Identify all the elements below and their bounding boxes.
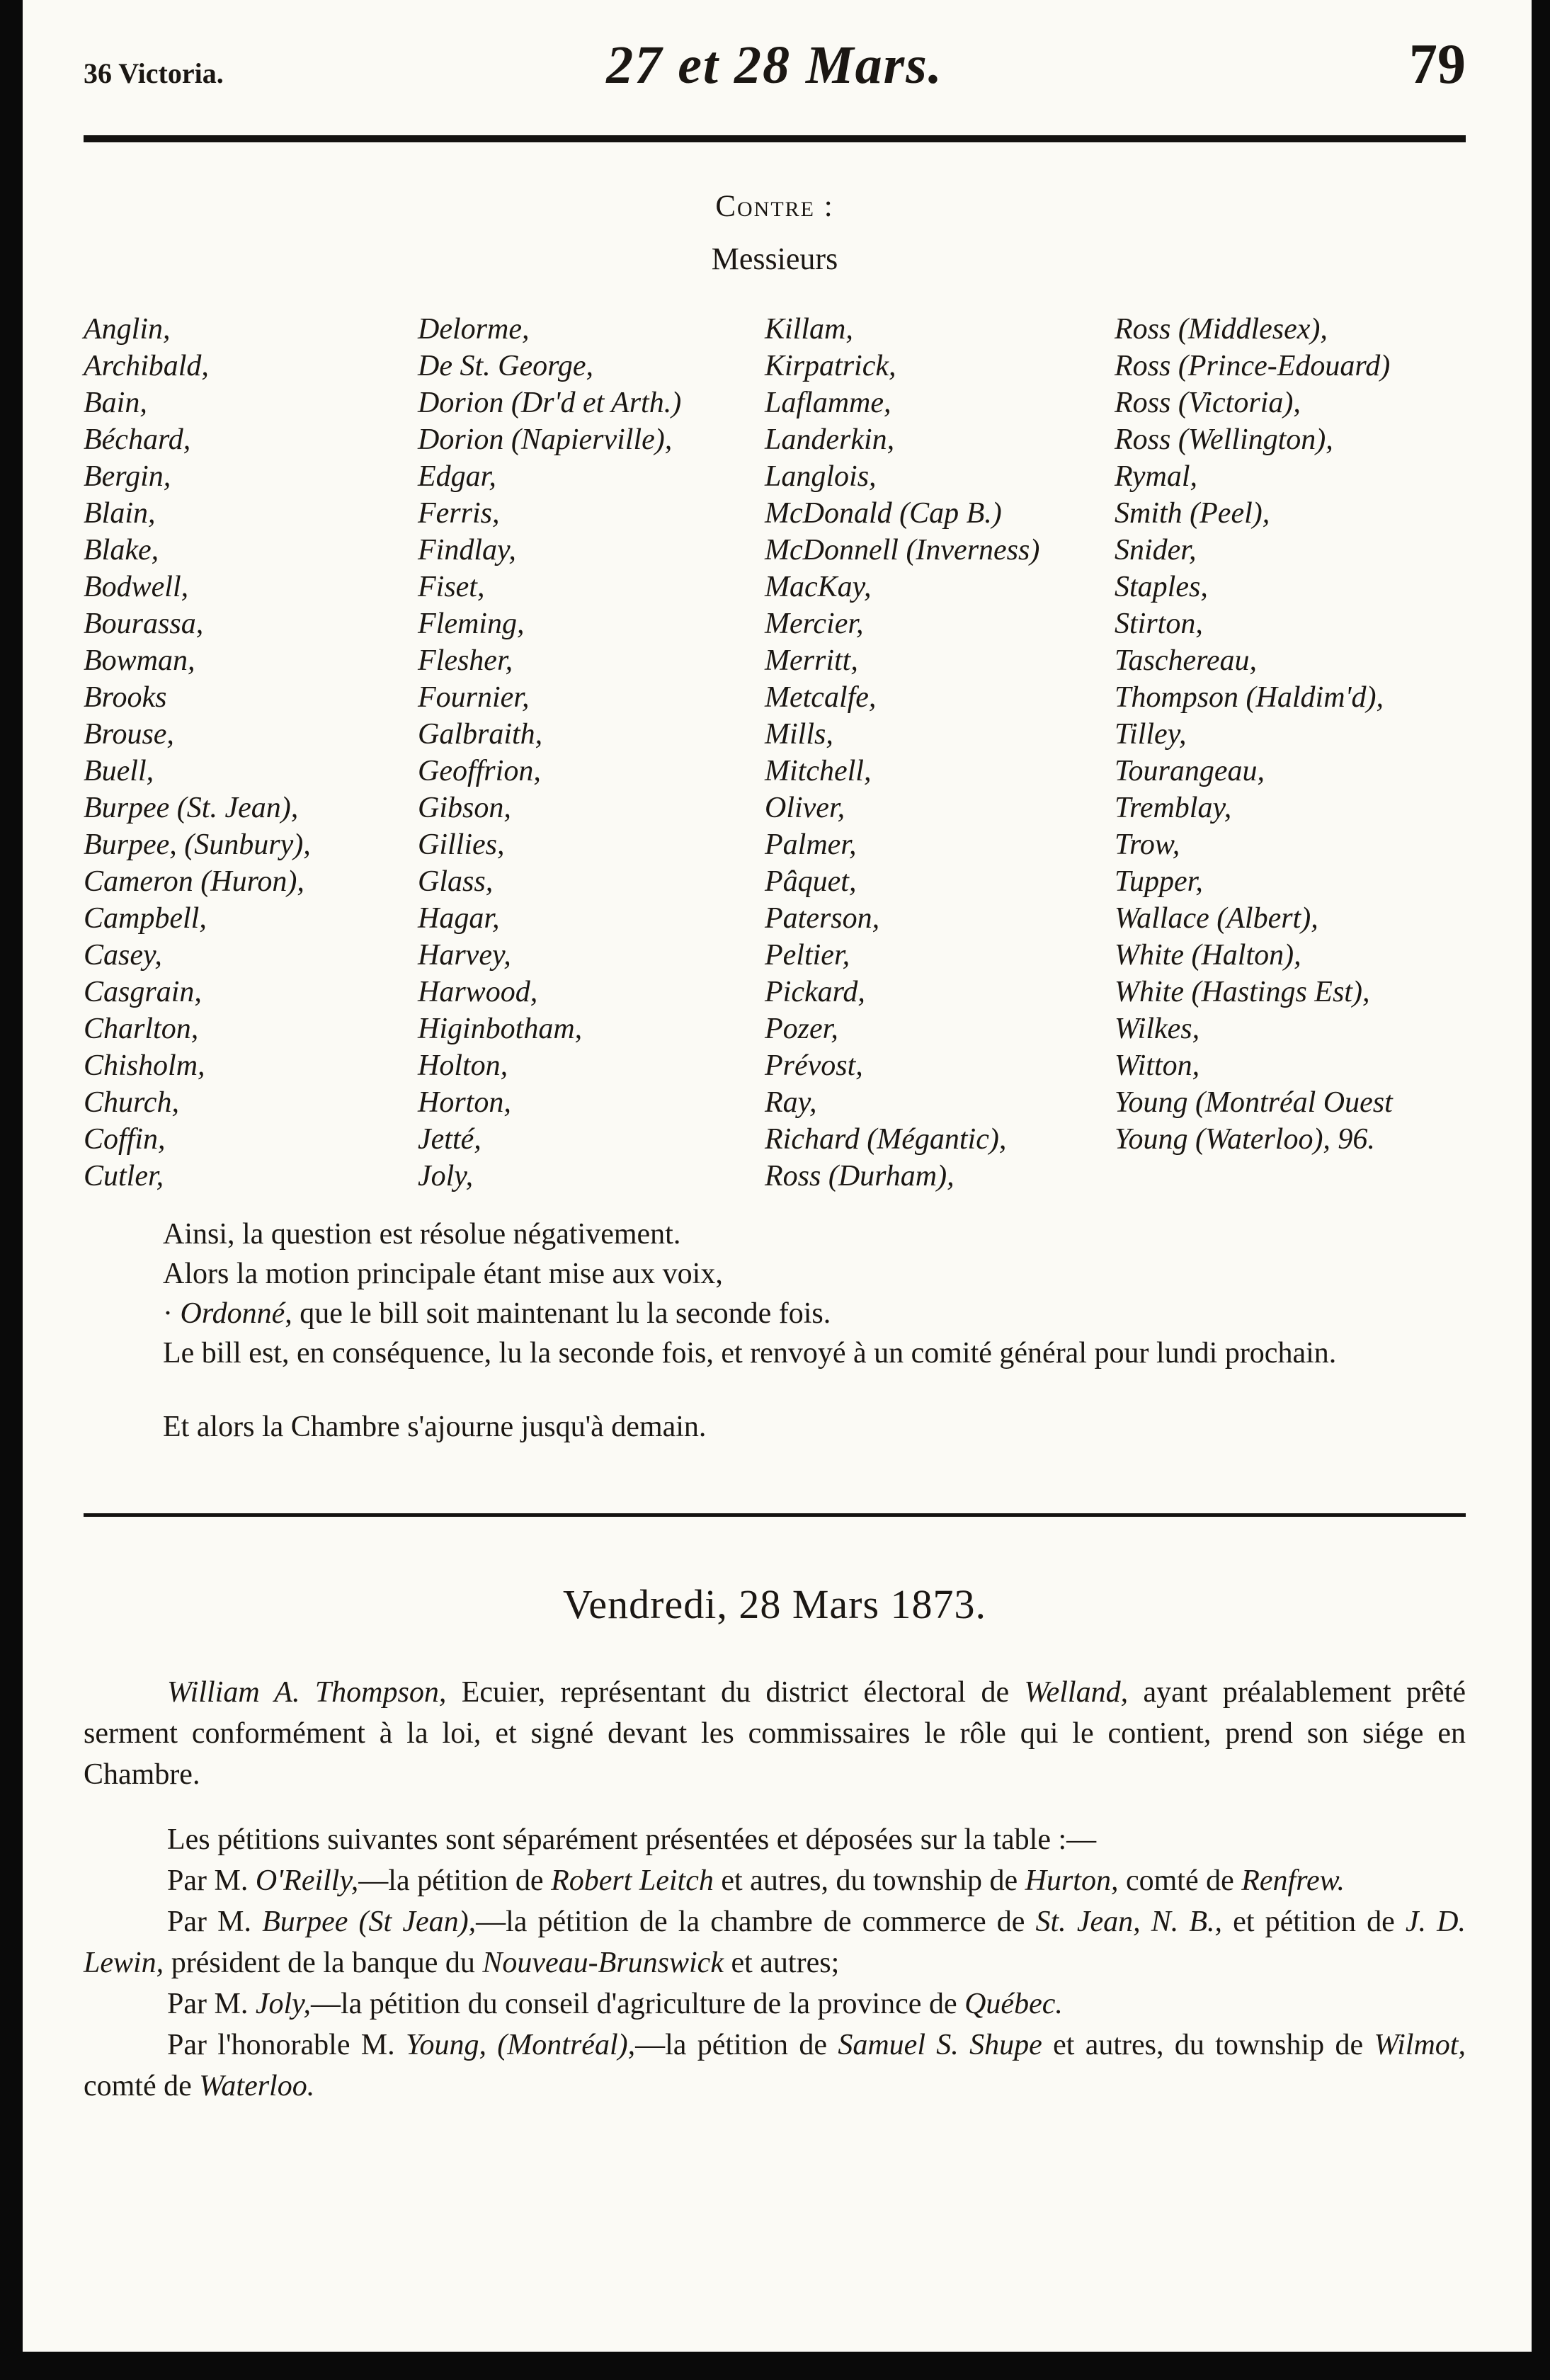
division-member-name: Béchard, [84, 423, 191, 456]
paragraph [84, 1672, 1466, 1795]
division-member-name: Anglin, [84, 313, 171, 346]
division-member-name: Holton, [418, 1049, 508, 1082]
friday-paragraphs [84, 1672, 1466, 2107]
text-segment: Ecuier, représentant du district électoral de [446, 1676, 1025, 1709]
division-member-name: Horton, [418, 1086, 511, 1119]
division-member-name: Thompson (Haldim'd), [1115, 681, 1384, 714]
names-column-4 [1115, 311, 1466, 1195]
division-member-name: Coffin, [84, 1123, 166, 1156]
adjournment-line: Et alors la Chambre s'ajourne jusqu'à demain. [163, 1411, 707, 1443]
text-segment: et autres, du township de [1042, 2029, 1374, 2061]
division-member-name: Campbell, [84, 902, 207, 935]
text-segment: Hurton, [1025, 1864, 1119, 1897]
division-member-name: MacKay, [765, 571, 872, 603]
division-member-name: Palmer, [765, 829, 857, 861]
division-member-name: Church, [84, 1086, 179, 1119]
division-member-name: Dorion (Napierville), [418, 423, 673, 456]
page-title: 27 et 28 Mars. [606, 35, 943, 95]
division-member-name: Chisholm, [84, 1049, 205, 1082]
division-member-name: Harwood, [418, 976, 538, 1008]
division-member-name: Paterson, [765, 902, 880, 935]
division-member-name: Kirpatrick, [765, 350, 896, 382]
division-member-name: Jetté, [418, 1123, 481, 1156]
division-member-name: Joly, [418, 1160, 474, 1192]
scan-edge-bottom [0, 2352, 1550, 2380]
text-segment: Ainsi, la question est résolue négativement. [163, 1218, 681, 1251]
division-member-name: Tremblay, [1115, 792, 1232, 824]
text-segment: —la pétition de [358, 1864, 552, 1897]
text-segment: Les pétitions suivantes sont séparément présentées et déposées sur la table :— [167, 1823, 1097, 1856]
division-member-name: Peltier, [765, 939, 850, 972]
text-segment: Young, (Montréal), [405, 2029, 636, 2061]
text-segment: J. D. Lewin, [84, 1906, 1466, 1979]
text-segment: Waterloo. [199, 2070, 315, 2102]
text-segment: et autres; [723, 1947, 840, 1979]
division-member-name: Cameron (Huron), [84, 865, 304, 898]
division-member-name: Killam, [765, 313, 853, 346]
text-segment: et autres, du township de [713, 1864, 1025, 1897]
division-member-name: Bodwell, [84, 571, 189, 603]
division-member-name: Cutler, [84, 1160, 164, 1192]
division-member-name: Langlois, [765, 460, 877, 493]
division-member-name: Pâquet, [765, 865, 857, 898]
division-member-name: Findlay, [418, 534, 516, 566]
division-member-name: Geoffrion, [418, 755, 541, 787]
text-segment: Burpee (St Jean), [262, 1906, 477, 1938]
text-segment: Alors la motion principale étant mise aux voix, [163, 1258, 723, 1290]
division-member-name: Brooks [84, 681, 167, 714]
division-member-name: Ross (Wellington), [1115, 423, 1333, 456]
division-member-name: Young (Montréal Ouest [1115, 1086, 1393, 1119]
division-member-name: Laflamme, [765, 387, 891, 419]
division-member-name: Merritt, [765, 644, 858, 677]
division-member-name: Fournier, [418, 681, 530, 714]
text-segment: ayant préalablement prêté serment conformément à la loi, et signé devant les commissaires le rôle qui le contient, prend son siége en Chambre. [84, 1676, 1466, 1791]
division-member-name: Bowman, [84, 644, 195, 677]
division-member-name: Pozer, [765, 1013, 838, 1045]
names-column-2 [418, 311, 765, 1195]
proceedings-paragraphs [84, 1214, 1466, 1373]
text-segment: Québec. [964, 1988, 1063, 2020]
division-member-name: Blake, [84, 534, 159, 566]
division-heading: Contre : [715, 190, 834, 223]
header-double-rule [84, 135, 1466, 142]
text-segment: —la pétition du conseil d'agriculture de la province de [310, 1988, 965, 2020]
division-member-name: Mills, [765, 718, 833, 751]
page-header [84, 0, 1466, 97]
text-segment: Par M. [167, 1864, 256, 1897]
division-member-name: Stirton, [1115, 608, 1203, 640]
text-segment: Robert Leitch [551, 1864, 714, 1897]
text-segment: William A. Thompson, [167, 1676, 447, 1709]
division-member-name: Ferris, [418, 497, 500, 530]
division-member-name: Bergin, [84, 460, 171, 493]
division-member-name: Rymal, [1115, 460, 1198, 493]
division-member-name: McDonald (Cap B.) [765, 497, 1002, 530]
text-segment: comté de [84, 2070, 200, 2102]
volume-label: 36 Victoria. [84, 57, 224, 89]
division-member-name: Bain, [84, 387, 147, 419]
text-segment: · [163, 1297, 181, 1330]
division-member-name: Tourangeau, [1115, 755, 1265, 787]
paragraph [84, 1254, 1466, 1294]
text-segment: Welland, [1024, 1676, 1129, 1709]
division-member-name: Tilley, [1115, 718, 1187, 751]
division-member-name: Charlton, [84, 1013, 199, 1045]
division-member-name: Snider, [1115, 534, 1197, 566]
division-member-name: Archibald, [84, 350, 209, 382]
division-member-name: Pickard, [765, 976, 865, 1008]
names-column-3 [765, 311, 1115, 1195]
text-segment: Nouveau-Brunswick [482, 1947, 724, 1979]
text-segment: Par M. [167, 1988, 256, 2020]
division-member-name: Burpee (St. Jean), [84, 792, 299, 824]
text-segment: —la pétition de [635, 2029, 838, 2061]
division-member-name: Witton, [1115, 1049, 1200, 1082]
division-member-name: Smith (Peel), [1115, 497, 1270, 530]
text-segment: Par M. [167, 1906, 263, 1938]
division-member-name: Glass, [418, 865, 494, 898]
division-member-name: Burpee, (Sunbury), [84, 829, 311, 861]
division-member-name: Wallace (Albert), [1115, 902, 1318, 935]
text-segment: Samuel S. Shupe [838, 2029, 1042, 2061]
division-member-name: White (Hastings Est), [1115, 976, 1370, 1008]
division-member-name: Flesher, [418, 644, 513, 677]
paragraph [84, 1983, 1466, 2025]
text-segment: , que le bill soit maintenant lu la seconde fois. [285, 1297, 831, 1330]
division-member-name: Fleming, [418, 608, 525, 640]
division-member-name: Harvey, [418, 939, 511, 972]
division-member-name: Taschereau, [1115, 644, 1258, 677]
division-member-name: Gibson, [418, 792, 511, 824]
scan-edge-left [0, 0, 23, 2380]
paragraph [84, 1214, 1466, 1254]
division-member-name: Ross (Middlesex), [1115, 313, 1328, 346]
division-member-name: Ross (Durham), [765, 1160, 954, 1192]
division-member-name: Oliver, [765, 792, 845, 824]
scan-edge-right [1532, 0, 1550, 2380]
page-content [84, 0, 1466, 2107]
division-member-name: Casey, [84, 939, 162, 972]
division-member-name: Buell, [84, 755, 154, 787]
text-segment: O'Reilly, [255, 1864, 359, 1897]
text-segment: Renfrew. [1241, 1864, 1345, 1897]
division-member-name: Tupper, [1115, 865, 1203, 898]
division-member-name: McDonnell (Inverness) [765, 534, 1040, 566]
division-member-name: Prévost, [765, 1049, 863, 1082]
text-segment: Wilmot, [1374, 2029, 1466, 2061]
division-member-name: Trow, [1115, 829, 1180, 861]
division-member-name: Wilkes, [1115, 1013, 1200, 1045]
text-segment: —la pétition de la chambre de commerce de [476, 1906, 1036, 1938]
division-member-name: De St. George, [418, 350, 594, 382]
division-member-name: Galbraith, [418, 718, 543, 751]
division-member-name: Mercier, [765, 608, 864, 640]
text-segment: président de la banque du [164, 1947, 483, 1979]
names-column-1 [84, 311, 418, 1195]
division-member-name: Mitchell, [765, 755, 872, 787]
division-member-name: Staples, [1115, 571, 1208, 603]
division-member-name: Ross (Victoria), [1115, 387, 1301, 419]
division-member-name: Young (Waterloo), 96. [1115, 1123, 1375, 1156]
paragraph [84, 1860, 1466, 1901]
division-member-name: Landerkin, [765, 423, 895, 456]
division-member-name: Ray, [765, 1086, 817, 1119]
division-member-name: Fiset, [418, 571, 485, 603]
division-name-list [84, 311, 1466, 1195]
division-member-name: Metcalfe, [765, 681, 877, 714]
text-segment: comté de [1118, 1864, 1242, 1897]
division-member-name: White (Halton), [1115, 939, 1301, 972]
paragraph [84, 1333, 1466, 1373]
section-rule [84, 1513, 1466, 1517]
text-segment: Ordonné [180, 1297, 285, 1330]
text-segment: St. Jean, N. B., [1035, 1906, 1223, 1938]
paragraph [84, 1819, 1466, 1860]
paragraph [84, 2025, 1466, 2107]
division-member-name: Casgrain, [84, 976, 202, 1008]
session-heading: Vendredi, 28 Mars 1873. [562, 1581, 987, 1627]
division-member-name: Dorion (Dr'd et Arth.) [418, 387, 682, 419]
division-member-name: Richard (Mégantic), [765, 1123, 1007, 1156]
page-number: 79 [1409, 33, 1466, 96]
text-segment: et pétition de [1222, 1906, 1406, 1938]
text-segment: Le bill est, en conséquence, lu la seconde fois, et renvoyé à un comité général pour lundi prochain. [163, 1337, 1337, 1370]
division-member-name: Higinbotham, [418, 1013, 583, 1045]
division-member-name: Hagar, [418, 902, 500, 935]
division-member-name: Ross (Prince-Edouard) [1115, 350, 1391, 382]
text-segment: Par l'honorable M. [167, 2029, 406, 2061]
division-member-name: Delorme, [418, 313, 530, 346]
division-member-name: Blain, [84, 497, 156, 530]
paragraph [84, 1901, 1466, 1983]
text-segment: Joly, [255, 1988, 311, 2020]
division-subheading: Messieurs [711, 241, 838, 276]
division-member-name: Brouse, [84, 718, 174, 751]
paragraph [84, 1294, 1466, 1333]
division-member-name: Bourassa, [84, 608, 204, 640]
division-member-name: Gillies, [418, 829, 505, 861]
division-member-name: Edgar, [418, 460, 496, 493]
